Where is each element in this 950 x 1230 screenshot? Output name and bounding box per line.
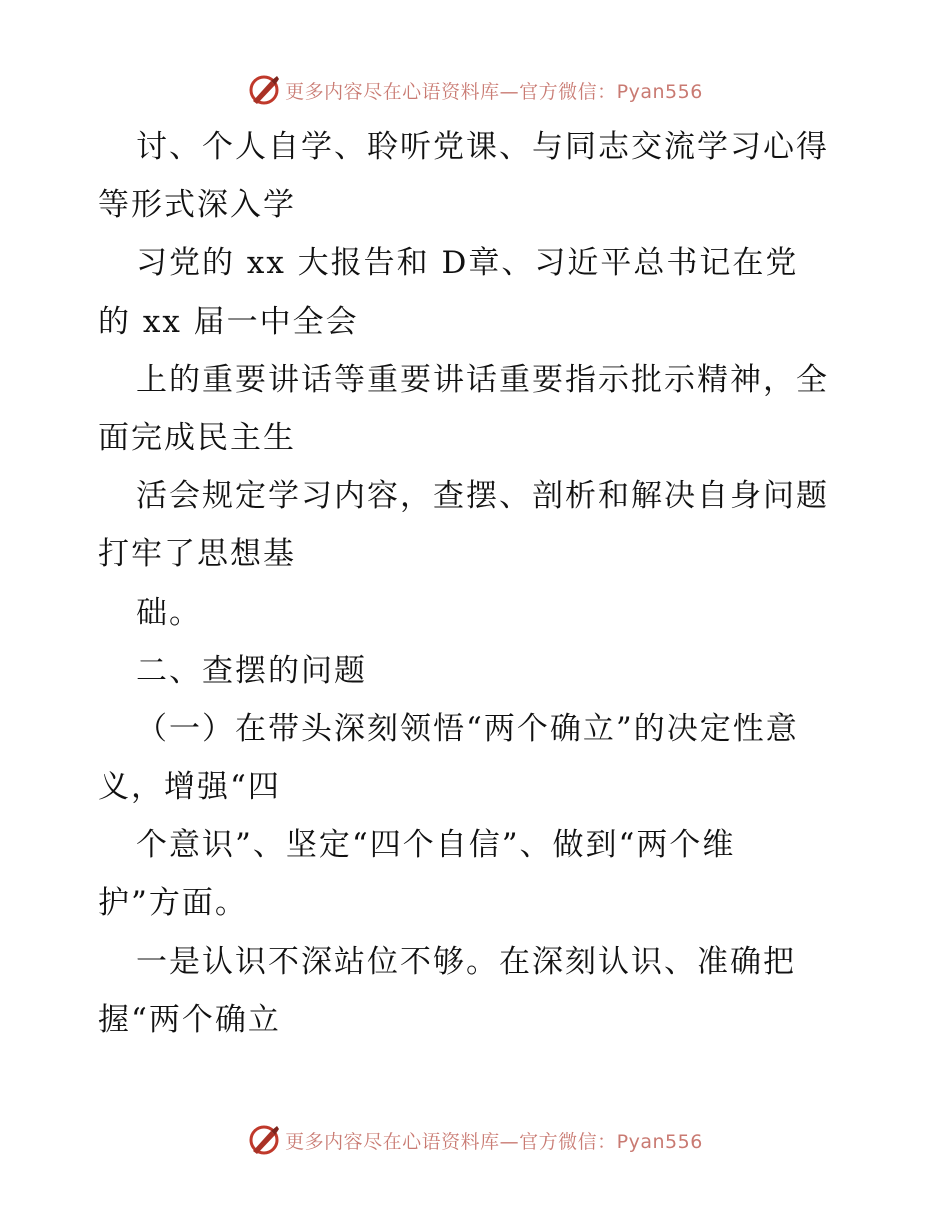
text-line: 上的重要讲话等重要讲话重要指示批示精神，全 — [136, 361, 829, 398]
text-line: 打牢了思想基 — [98, 536, 296, 573]
footer-watermark-text: 更多内容尽在心语资料库—官方微信：Pyan556 — [285, 1130, 703, 1153]
pen-logo-icon — [247, 73, 281, 107]
text-line: 习党的 xx 大报告和 D章、习近平总书记在党 — [136, 245, 799, 282]
pen-logo-icon — [247, 1123, 281, 1157]
text-line: 讨、个人自学、聆听党课、与同志交流学习心得 — [136, 129, 829, 165]
text-line: 的 xx 届一中全会 — [98, 303, 359, 340]
subsection-heading: （一）在带头深刻领悟“两个确立”的决定性意 — [136, 710, 799, 747]
footer-watermark — [0, 1120, 950, 1160]
text-line: 活会规定学习内容，查摆、剖析和解决自身问题 — [136, 478, 829, 515]
text-line: 一是认识不深站位不够。在深刻认识、准确把 — [136, 943, 796, 980]
header-watermark-text: 更多内容尽在心语资料库—官方微信：Pyan556 — [285, 80, 703, 103]
header-watermark — [0, 70, 950, 110]
document-body — [98, 118, 858, 1049]
text-line: 个意识”、坚定“四个自信”、做到“两个维 — [136, 827, 736, 864]
text-line: 等形式深入学 — [98, 187, 296, 224]
text-line: 义，增强“四 — [98, 769, 281, 806]
text-line: 握“两个确立 — [98, 1001, 281, 1038]
text-line: 础。 — [136, 594, 202, 631]
section-heading: 二、查摆的问题 — [136, 652, 367, 689]
text-line: 护”方面。 — [98, 885, 248, 922]
text-line: 面完成民主生 — [98, 419, 296, 456]
